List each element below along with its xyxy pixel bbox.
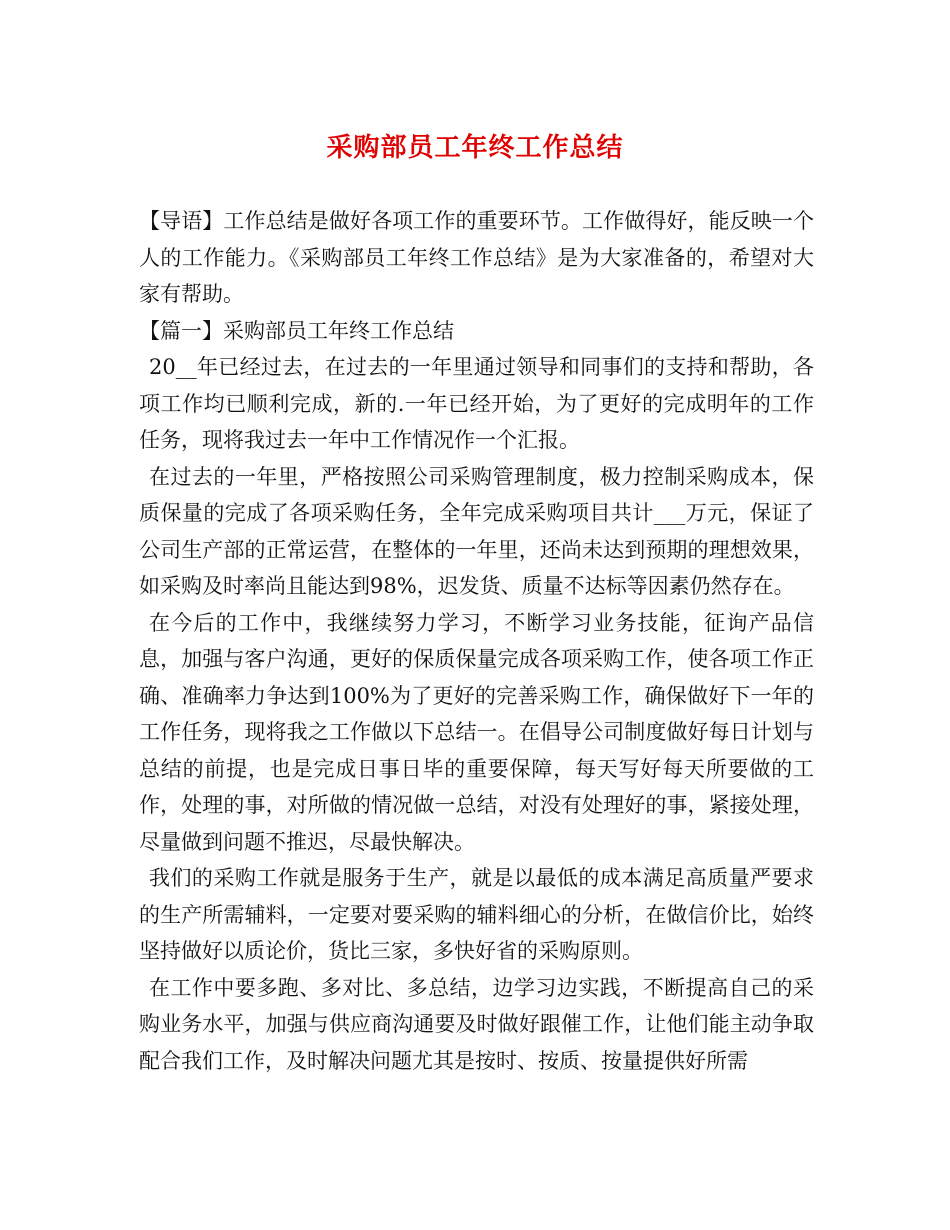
body-paragraph: 在今后的工作中，我继续努力学习，不断学习业务技能，征询产品信息，加强与客户沟通，更好的保质保量完成各项采购工作，使各项工作正确、准确率力争达到100%为了更好的完善采购工作，确保做好下一年的工作任务，现将我之工作做以下总结一。在倡导公司制度做好每日计划与总结的前提，也是完成日事日毕的重要保障，每天写好每天所要做的工作，处理的事，对所做的情况做一总结，对没有处理好的事，紧接处理，尽量做到问题不推迟，尽最快解决。: [139, 610, 814, 854]
document-body: [139, 203, 814, 1079]
body-paragraph: 在过去的一年里，严格按照公司采购管理制度，极力控制采购成本，保质保量的完成了各项采购任务，全年完成采购项目共计___万元，保证了公司生产部的正常运营，在整体的一年里，还尚未达到预期的理想效果，如采购及时率尚且能达到98%，迟发货、质量不达标等因素仍然存在。: [139, 464, 814, 598]
body-paragraph: 我们的采购工作就是服务于生产，就是以最低的成本满足高质量严要求的生产所需辅料，一定要对要采购的辅料细心的分析，在做信价比，始终坚持做好以质论价，货比三家，多快好省的采购原则。: [139, 866, 814, 963]
document-title: 采购部员工年终工作总结: [326, 133, 624, 163]
body-paragraph: 20__年已经过去，在过去的一年里通过领导和同事们的支持和帮助，各项工作均已顺利完成，新的.一年已经开始，为了更好的完成明年的工作任务，现将我过去一年中工作情况作一个汇报。: [139, 355, 814, 452]
body-paragraph: 在工作中要多跑、多对比、多总结，边学习边实践，不断提高自己的采购业务水平，加强与供应商沟通要及时做好跟催工作，让他们能主动争取配合我们工作，及时解决问题尤其是按时、按质、按量提供好所需: [139, 975, 814, 1073]
section-heading: 【篇一】采购部员工年终工作总结: [139, 318, 454, 343]
intro-paragraph: 【导语】工作总结是做好各项工作的重要环节。工作做得好，能反映一个人的工作能力。《采购部员工年终工作总结》是为大家准备的，希望对大家有帮助。: [139, 209, 814, 306]
